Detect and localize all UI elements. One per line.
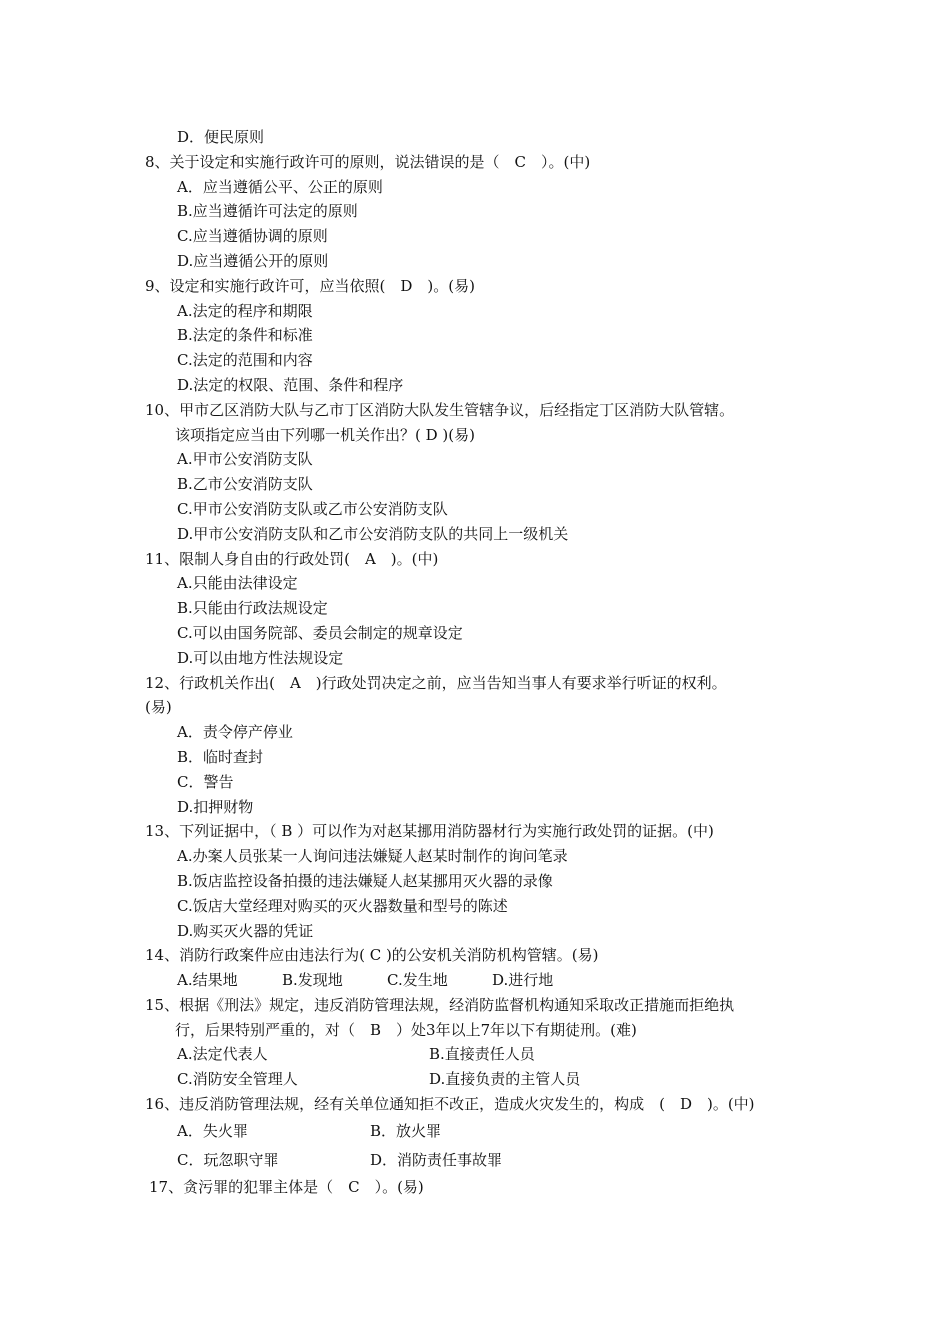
q14-option-d: D.进行地 xyxy=(492,971,554,990)
q10-stem-continued: 该项指定应当由下列哪一机关作出？( D )(易) xyxy=(175,425,475,444)
q10-option-a: A.甲市公安消防支队 xyxy=(177,450,313,469)
q11-option-b: B.只能由行政法规设定 xyxy=(177,599,328,618)
q15-option-d: D.直接负责的主管人员 xyxy=(429,1070,581,1089)
q15-options-row-2 xyxy=(145,1067,825,1092)
q15-option-a: A.法定代表人 xyxy=(177,1045,268,1064)
q9-option-a: A.法定的程序和期限 xyxy=(177,301,313,320)
q12-option-a: A．责令停产停业 xyxy=(177,723,293,742)
q15-option-b: B.直接责任人员 xyxy=(429,1045,535,1064)
q16-options-row-2 xyxy=(145,1146,825,1175)
q16-option-d: D．消防责任事故罪 xyxy=(370,1150,503,1169)
q10-option-b: B.乙市公安消防支队 xyxy=(177,475,313,494)
q9-option-c: C.法定的范围和内容 xyxy=(177,351,313,370)
q11-stem: 11、限制人身自由的行政处罚( A )。(中) xyxy=(145,549,439,568)
q12-option-c: C．警告 xyxy=(177,772,234,791)
q10-stem: 10、甲市乙区消防大队与乙市丁区消防大队发生管辖争议，后经指定丁区消防大队管辖。 xyxy=(145,400,735,419)
q12-stem-continued: (易) xyxy=(145,698,172,717)
q12-option-d: D.扣押财物 xyxy=(177,797,254,816)
q9-option-d: D.法定的权限、范围、条件和程序 xyxy=(177,375,404,394)
q13-option-d: D.购买灭火器的凭证 xyxy=(177,921,314,940)
q14-option-b: B.发现地 xyxy=(282,971,343,990)
question-list xyxy=(145,125,825,1200)
q13-stem: 13、下列证据中，（ B ）可以作为对赵某挪用消防器材行为实施行政处罚的证据。(中) xyxy=(145,822,714,841)
q14-stem: 14、消防行政案件应由违法行为( C )的公安机关消防机构管辖。(易) xyxy=(145,946,599,965)
q13-option-b: B.饭店监控设备拍摄的违法嫌疑人赵某挪用灭火器的录像 xyxy=(177,871,553,890)
q14-options-row xyxy=(145,968,825,993)
q17-stem: 17、贪污罪的犯罪主体是（ C ）。(易) xyxy=(149,1177,424,1196)
q13-option-a: A.办案人员张某一人询问违法嫌疑人赵某时制作的询问笔录 xyxy=(177,847,568,866)
q10-option-c: C.甲市公安消防支队或乙市公安消防支队 xyxy=(177,499,448,518)
q12-stem: 12、行政机关作出( A )行政处罚决定之前，应当告知当事人有要求举行听证的权利。 xyxy=(145,673,727,692)
q15-option-c: C.消防安全管理人 xyxy=(177,1070,298,1089)
q16-option-a: A．失火罪 xyxy=(177,1121,248,1140)
q13-option-c: C.饭店大堂经理对购买的灭火器数量和型号的陈述 xyxy=(177,896,508,915)
q9-option-b: B.法定的条件和标准 xyxy=(177,326,313,345)
q15-stem-continued: 行，后果特别严重的，对（ B ）处3年以上7年以下有期徒刑。(难) xyxy=(175,1020,637,1039)
q10-option-d: D.甲市公安消防支队和乙市公安消防支队的共同上一级机关 xyxy=(177,524,569,543)
q9-stem: 9、设定和实施行政许可，应当依照( D )。(易) xyxy=(145,276,475,295)
q14-option-a: A.结果地 xyxy=(177,971,238,990)
q7-option-d: D．便民原则 xyxy=(177,128,265,146)
q11-option-d: D.可以由地方性法规设定 xyxy=(177,648,344,667)
q8-option-c: C.应当遵循协调的原则 xyxy=(177,227,328,246)
q16-options-row-1 xyxy=(145,1117,825,1146)
q16-option-b: B．放火罪 xyxy=(370,1121,442,1140)
q15-stem: 15、根据《刑法》规定，违反消防管理法规，经消防监督机构通知采取改正措施而拒绝执 xyxy=(145,995,735,1014)
q8-option-b: B.应当遵循许可法定的原则 xyxy=(177,202,358,221)
q8-option-d: D.应当遵循公开的原则 xyxy=(177,251,329,270)
q14-option-c: C.发生地 xyxy=(387,971,448,990)
q8-option-a: A．应当遵循公平、公正的原则 xyxy=(177,177,383,196)
q8-stem: 8、关于设定和实施行政许可的原则，说法错误的是（ C ）。(中) xyxy=(145,152,591,171)
q11-option-c: C.可以由国务院部、委员会制定的规章设定 xyxy=(177,623,463,642)
q15-options-row-1 xyxy=(145,1042,825,1067)
q12-option-b: B．临时查封 xyxy=(177,747,264,766)
q16-option-c: C．玩忽职守罪 xyxy=(177,1150,279,1169)
q16-stem: 16、违反消防管理法规，经有关单位通知拒不改正，造成火灾发生的，构成 ( D )。(中) xyxy=(145,1095,755,1114)
q11-option-a: A.只能由法律设定 xyxy=(177,574,298,593)
